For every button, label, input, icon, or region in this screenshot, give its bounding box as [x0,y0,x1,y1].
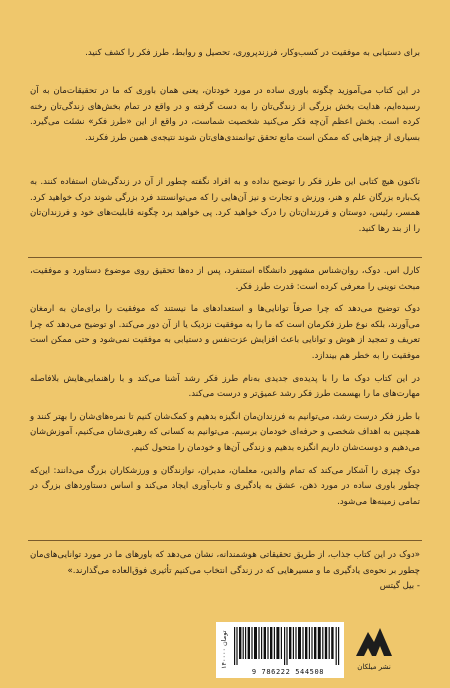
body-paragraph: کارل اس. دوک، روان‌شناس مشهور دانشگاه استنفرد، پس از ده‌ها تحقیق روی موضوع دستاورد و موفقیت، مبحث نوینی را معرفی کرده است: قدرت طرز فکر. [30,266,420,292]
intro-text [30,46,420,69]
barcode-icon [234,627,342,665]
barcode-number: 9 786222 544508 [251,668,325,676]
testimonial-quote [30,548,420,595]
body-paragraph: با طرز فکر درست رشد، می‌توانیم به فرزندان‌مان انگیزه بدهیم و کمک‌شان کنیم تا نمره‌های‌شان را بهتر کنند و همچنین به اهداف شخصی و حرفه‌ای خودمان برسیم. می‌توانیم به کسانی که رهبری‌شان می‌کنیم، آموزش‌شان می‌دهیم و دوست‌شان داریم انگیزه بدهیم و زندگی آن‌ها و خودمان را متحول کنیم. [30,411,420,453]
description-paragraph-1 [30,84,420,153]
paragraph-2: تاکنون هیچ کتابی این طرز فکر را توضیح نداده و به افراد نگفته چطور از آن در زندگی‌شان استفاده کنند. به یک‌باره بزرگان علم و هنر، ورزش و تجارت و نیز آن‌هایی را که می‌توانستند فرد بزرگی شوند درک خواهید کرد. همسر، رئیس، دوستان و فرزندان‌تان را درک خواهید کرد. پی خواهید برد چگونه قابلیت‌های خود و فرزندان‌تان را از بند رها کنید. [30,177,420,234]
barcode-label [216,622,344,678]
mountain-icon [354,624,394,658]
publisher-name: نشر میلکان [357,663,391,671]
intro-paragraph: برای دستیابی به موفقیت در کسب‌وکار، فرزندپروری، تحصیل و روابط، طرز فکر را کشف کنید. [85,48,420,58]
quote-author: - بیل گیتس [379,581,420,592]
divider-bottom [28,540,422,541]
body-paragraph: در این کتاب دوک ما را با پدیده‌ی جدیدی به‌نام طرز فکر رشد آشنا می‌کند و با راهنمایی‌هایش بلافاصله مهارت‌های ما را بهسمت طرز فکر رشد عمیق‌تر و درست می‌کند. [30,373,420,400]
description-paragraph-2 [30,175,420,244]
publisher-logo [352,624,396,676]
quote-text: «دوک در این کتاب جذاب، از طریق تحقیقاتی هوشمندانه، نشان می‌دهد که باورهای ما در مورد توانایی‌های‌مان چطور بر نحوه‌ی یادگیری ما و مسیرهایی که در زندگی انتخاب می‌کنیم تأثیری فوق‌العاده می‌گذارند.» [30,550,420,576]
paragraph-1: در این کتاب می‌آموزید چگونه باوری ساده در مورد خودتان، یعنی همان باوری که ما در تحقیقات‌مان به آن رسیده‌ایم، هدایت بخش بزرگی از زندگی‌تان را به دست گرفته و در واقع در تمام بخش‌های زندگی‌تان رخنه کرده است. بخش اعظم آن‌چه فکر می‌کنید شخصیت شماست، در واقع از این «طرز فکر» نشئت می‌گیرد. بسیاری از چیزهایی که ممکن است مانع تحقق توانمندی‌های‌تان شوند نتیجه‌ی همین طرز فکرند. [30,86,420,143]
divider-top [28,257,422,258]
author-description [30,264,420,517]
price-label: ۱۴۰۰۰۰ تومان [220,630,228,670]
body-paragraph: دوک چیزی را آشکار می‌کند که تمام والدین، معلمان، مدیران، نوازندگان و ورزشکاران بزرگ می‌دانند: این‌که چطور باوری ساده در مورد ذهن، عشق به یادگیری و تاب‌آوری ایجاد می‌کند و اساس دستاوردهای بزرگ در تمامی زمینه‌ها می‌شود. [30,465,420,507]
body-paragraph: دوک توضیح می‌دهد که چرا صرفاً توانایی‌ها و استعدادهای ما نیستند که موفقیت را برای‌مان به ارمغان می‌آورند، بلکه نوع طرز فکرمان است که ما را به موفقیت نزدیک یا از آن دور می‌کند. او توضیح می‌دهد که چرا تعریف و تمجید از هوش و توانایی باعث افزایش عزت‌نفس و دستیابی به موفقیت نمی‌شود و حتی ممکن است موفقیت را به خطر هم بیندازد. [30,304,420,361]
